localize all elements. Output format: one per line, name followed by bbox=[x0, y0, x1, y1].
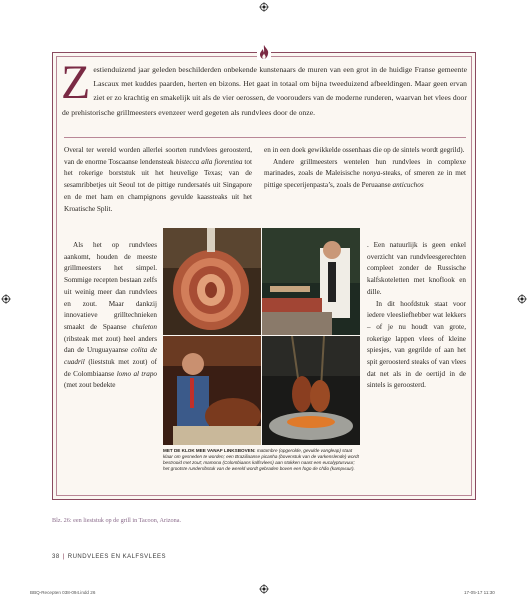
slug-file: BBQ-Recepten 038-094.indd 26 bbox=[30, 590, 96, 595]
body-text: (ribsteak met zout) heel anders dan de Uruguayaanse bbox=[64, 334, 157, 355]
body-text: In dit hoofdstuk staat voor iedere vleesliefhebber wat lekkers – of je nu houdt van grote, rokerige lappen vlees of kleine spiesjes, van gegrilde of aan het spit geroosterd steaks of van vlees dat net als in de oertijd in de sintels is geroosterd. bbox=[367, 299, 466, 390]
drop-cap: Z bbox=[61, 56, 91, 109]
dish-name: chuleton bbox=[132, 322, 157, 331]
caption-body: matambre (opgerolde, gevulde vangleap) staat klaar om gesneden te worden; een Braziliaanse picanha (bovenstuk van de varkenslende) wordt bestrooid met zout; mamona (Colombiaans kalfsvlees) aan stokken naast een eucalyptusvuur; het grootste runderribstuk van de wereld wordt gebraden boven een fogo de chão (kampvuur). bbox=[163, 448, 359, 472]
body-column-left bbox=[64, 145, 252, 215]
dish-name: bistecca alla fiorentina bbox=[175, 157, 243, 166]
intro-text: estienduizend jaar geleden beschilderden onbekende kunstenaars de muren van een grot in de huidige Franse gemeente Lascaux met kuddes paarden, herten en bizons. Het gaat in totaal om bijna tweeduizend afbeeldingen. Maar geen ervan ziet er zo krachtig en smakelijk uit als de vier oerossen, de voorouders van de moderne runderen, waarvan het vlees door de prehistorische grillmeesters evenzeer werd gegeten als rundvlees door de onze. bbox=[62, 65, 467, 117]
slug-date: 17-05-17 11:30 bbox=[464, 590, 495, 595]
figure-note: Blz. 26: een lieststuk op de grill in Tacoon, Arizona. bbox=[52, 517, 182, 524]
dish-name: anticuchos bbox=[392, 181, 424, 190]
photo-caption bbox=[163, 448, 361, 472]
body-column-right-narrow bbox=[367, 240, 466, 392]
registration-mark-icon bbox=[259, 2, 269, 12]
registration-mark-icon bbox=[259, 584, 269, 594]
body-text: tot het rokerige borststuk uit het heuvelige Texas; van de sesamribbetjes uit Seoul tot de pittige rundersatés uit Singapore en de met ham en champignons gevulde kaassteaks uit het Kroatische Split. bbox=[64, 157, 252, 213]
dish-name: colita de cuadril bbox=[64, 346, 157, 367]
body-text: en in een doek gewikkelde ossenhaas die op de sintels wordt gegrild). bbox=[264, 146, 465, 154]
photo-picanha bbox=[262, 228, 360, 335]
body-text: -steaks, of smeren ze in met pittige specerijenpasta’s, zoals de Peruaanse bbox=[264, 169, 466, 190]
running-footer: 38 | RUNDVLEES EN KALFSVLEES bbox=[52, 554, 166, 560]
body-column-right bbox=[264, 145, 466, 192]
photo-rib-roast bbox=[163, 336, 261, 445]
intro-paragraph bbox=[61, 56, 467, 120]
flame-icon bbox=[257, 44, 271, 60]
registration-mark-icon bbox=[517, 294, 527, 304]
body-text: . Een natuurlijk is geen enkel overzicht van rundvleesgerechten compleet zonder de Russische kalfskoteletten met knoflook en dille. bbox=[367, 241, 466, 296]
photo-mamona bbox=[262, 336, 360, 445]
divider bbox=[64, 137, 466, 138]
body-text: (met zout bedekte bbox=[64, 381, 116, 390]
dish-name: lomo al trapo bbox=[116, 369, 158, 378]
dish-name: nonya bbox=[362, 169, 381, 178]
page-number: 38 bbox=[52, 554, 60, 560]
registration-mark-icon bbox=[1, 294, 11, 304]
section-title: RUNDVLEES EN KALFSVLEES bbox=[67, 554, 166, 560]
body-text: Als het op rundvlees aankomt, houden de meeste grillmeesters het simpel. Sommige recepten bestaan zelfs uit weinig meer dan rundvlees en zout. Maar dankzij innovatieve grilltechnieken smaakt de Spaanse bbox=[64, 241, 157, 331]
caption-lead: MET DE KLOK MEE VANAF LINKSBOVEN: bbox=[163, 448, 256, 453]
photo-matambre bbox=[163, 228, 261, 335]
body-text: Overal ter wereld worden allerlei soorten rundvlees geroosterd, van de enorme Toscaanse lendensteak bbox=[64, 146, 252, 166]
body-text: Andere grillmeesters wentelen hun rundvlees in complexe marinades, zoals de Maleisische bbox=[264, 157, 466, 178]
body-text: (lieststuk met zout) of de Colombiaanse bbox=[64, 358, 157, 378]
body-column-left-narrow bbox=[64, 240, 157, 392]
